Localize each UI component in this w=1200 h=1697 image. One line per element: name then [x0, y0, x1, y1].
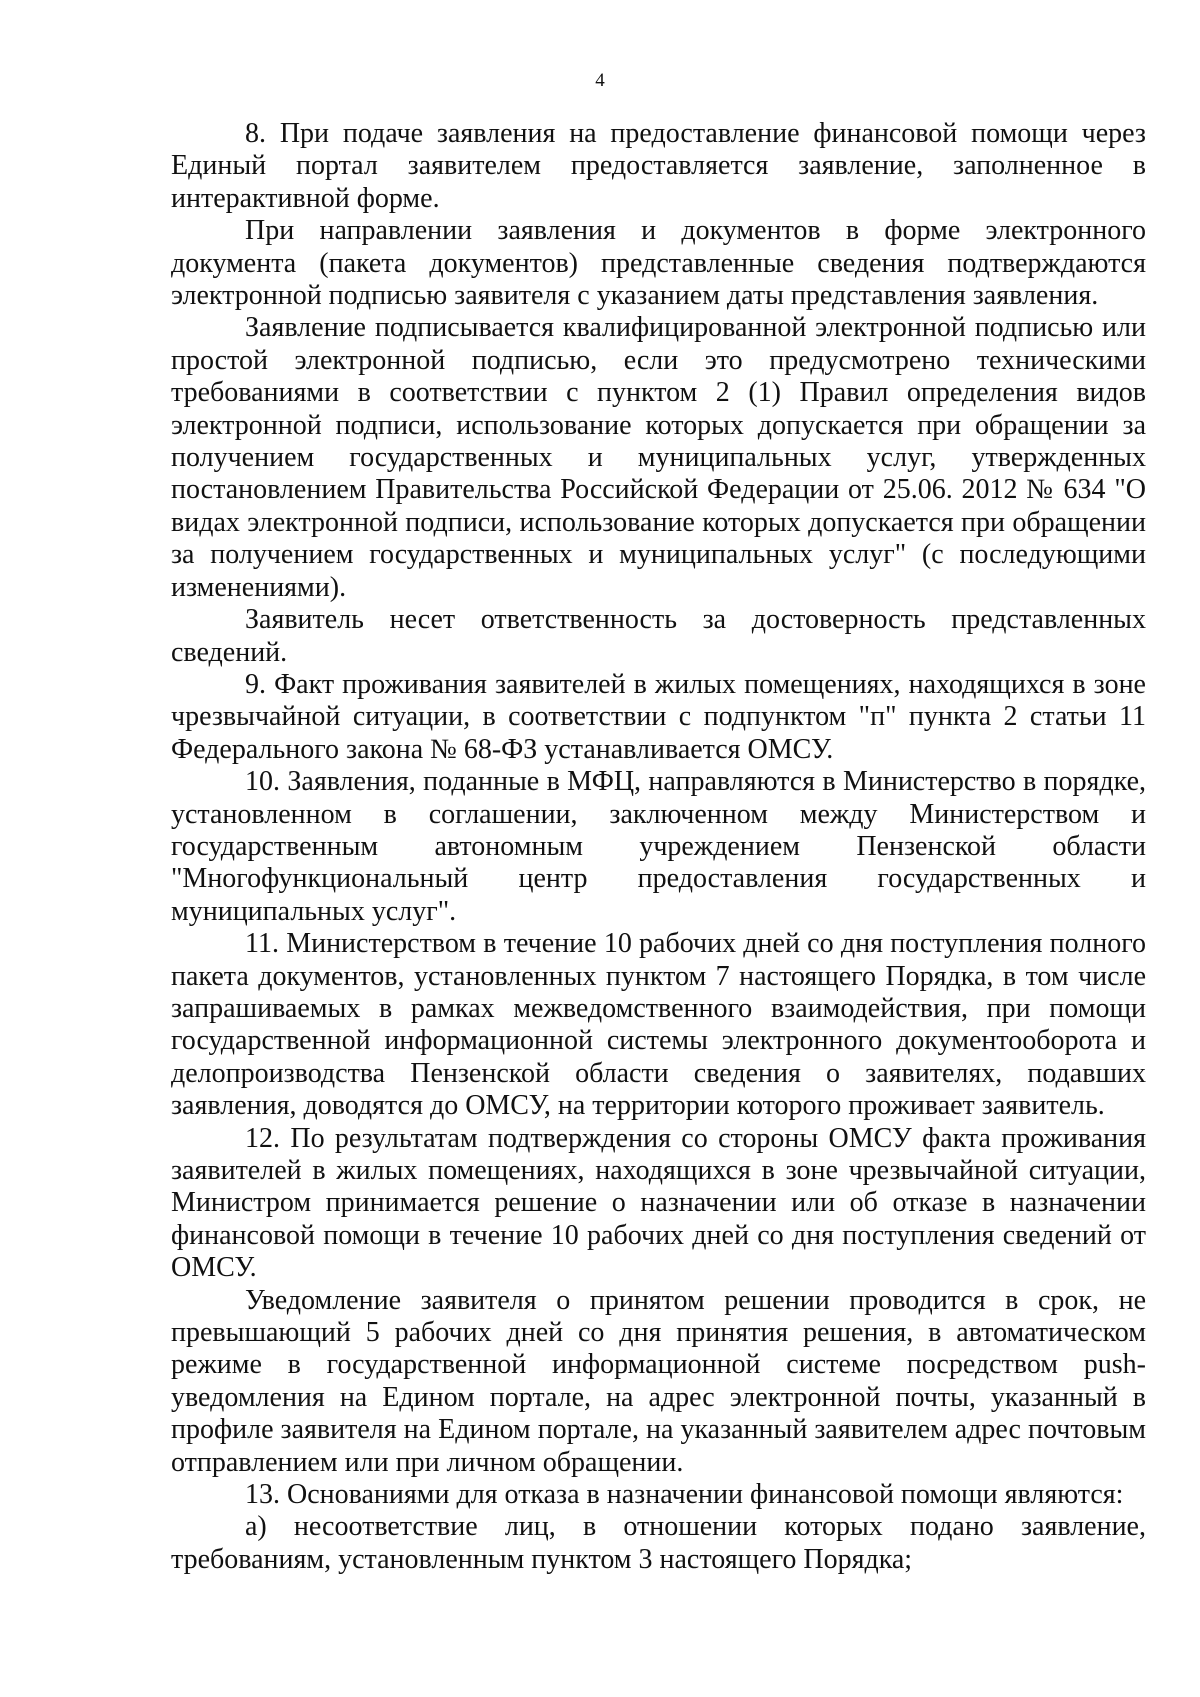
page-number: 4	[595, 70, 605, 91]
paragraph-notification: Уведомление заявителя о принятом решении проводится в срок, не превышающий 5 рабочих дней со дня принятия решения, в автоматическом режиме в государственной информационной системе посредством push-уведомления на Едином портале, на адрес электронной почты, указанный в профиле заявителя на Едином портале, на указанный заявителем адрес почтовым отправлением или при личном обращении.	[171, 1284, 1146, 1478]
paragraph-signature: Заявление подписывается квалифицированной электронной подписью или простой электронной подписью, если это предусмотрено техническими требованиями в соответствии с пунктом 2 (1) Правил определения видов электронной подписи, использование которых допускается при обращении за получением государственных и муниципальных услуг, утвержденных постановлением Правительства Российской Федерации от 25.06. 2012 № 634 "О видах электронной подписи, использование которых допускается при обращении за получением государственных и муниципальных услуг" (с последующими изменениями).	[171, 312, 1146, 603]
paragraph-8-intro: 8. При подаче заявления на предоставление финансовой помощи через Единый портал заявителем предоставляется заявление, заполненное в интерактивной форме.	[171, 118, 1146, 214]
paragraph-11: 11. Министерством в течение 10 рабочих дней со дня поступления полного пакета документов, установленных пунктом 7 настоящего Порядка, в том числе запрашиваемых в рамках межведомственного взаимодействия, при помощи государственной информационной системы электронного документооборота и делопроизводства Пензенской области сведения о заявителях, подавших заявления, доводятся до ОМСУ, на территории которого проживает заявитель.	[171, 928, 1146, 1122]
paragraph-electronic-documents: При направлении заявления и документов в форме электронного документа (пакета документов) представленные сведения подтверждаются электронной подписью заявителя с указанием даты представления заявления.	[171, 215, 1146, 312]
paragraph-13: 13. Основаниями для отказа в назначении финансовой помощи являются:	[245, 1479, 1124, 1511]
paragraph-responsibility: Заявитель несет ответственность за достоверность представленных сведений.	[171, 604, 1146, 668]
paragraph-9: 9. Факт проживания заявителей в жилых помещениях, находящихся в зоне чрезвычайной ситуации, в соответствии с подпунктом "п" пункта 2 статьи 11 Федерального закона № 68-ФЗ устанавливается ОМСУ.	[171, 668, 1146, 765]
paragraph-13-a: а) несоответствие лиц, в отношении которых подано заявление, требованиям, установленным пунктом 3 настоящего Порядка;	[171, 1511, 1146, 1575]
paragraph-12: 12. По результатам подтверждения со стороны ОМСУ факта проживания заявителей в жилых помещениях, находящихся в зоне чрезвычайной ситуации, Министром принимается решение о назначении или об отказе в назначении финансовой помощи в течение 10 рабочих дней со дня поступления сведений от ОМСУ.	[171, 1122, 1146, 1284]
paragraph-10: 10. Заявления, поданные в МФЦ, направляются в Министерство в порядке, установленном в соглашении, заключенном между Министерством и государственным автономным учреждением Пензенской области "Многофункциональный центр предоставления государственных и муниципальных услуг".	[171, 766, 1146, 927]
document-body	[171, 118, 1146, 1576]
